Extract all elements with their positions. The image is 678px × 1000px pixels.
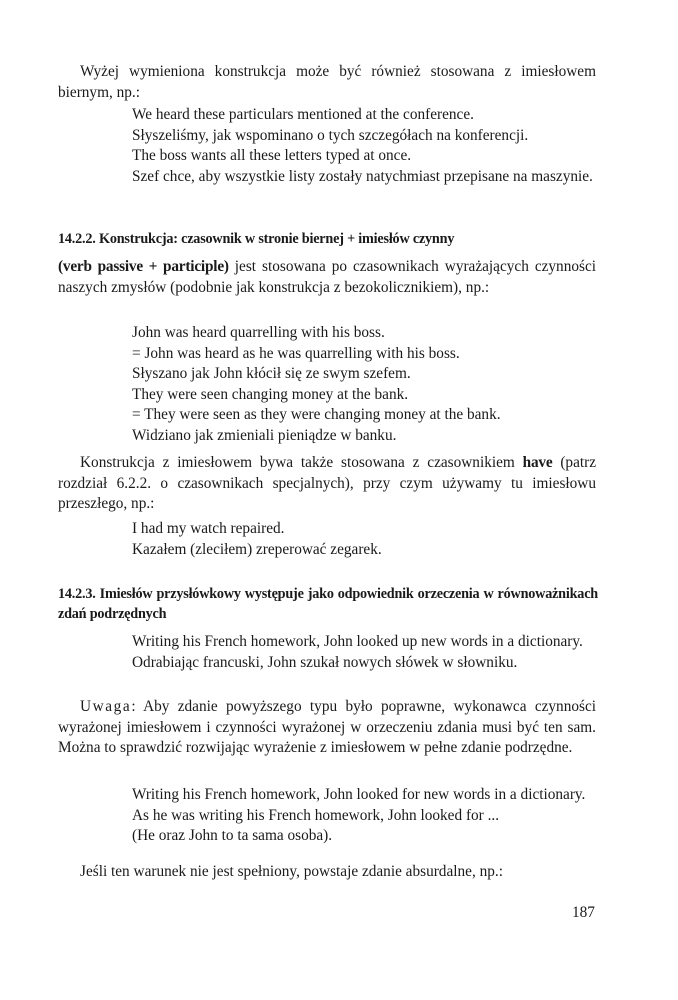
example-block-5 [132,785,597,847]
example-block-2 [132,323,597,446]
example-line: The boss wants all these letters typed at once. [132,147,412,164]
page-number: 187 [572,904,595,921]
example-block-1 [132,105,597,187]
note-label: Uwaga [80,698,132,715]
example-line: As he was writing his French homework, John looked for ... [132,806,500,824]
example-line: Writing his French homework, John looked for new words in a dictionary. [132,786,586,803]
example-line: Kazałem (zleciłem) zreperować zegarek. [132,540,382,558]
note-paragraph [58,697,596,759]
example-line: = They were seen as they were changing money at the bank. [132,406,501,423]
note-text: : Aby zdanie powyższego typu było poprawne, wykonawca czynności wyrażonej imiesłowem i czynności wyrażonej w orzeczeniu zdania musi być ten sam. Można to sprawdzić rozwijając wyrażenie z imiesłowem w pełne zdanie podrzędne. [58,698,596,756]
example-line: = John was heard as he was quarrelling with his boss. [132,344,460,362]
example-line: Szef chce, aby wszystkie listy zostały natychmiast przepisane na maszynie. [132,167,593,185]
example-line: Słyszano jak John kłócił się ze swym szefem. [132,365,411,382]
example-line: Writing his French homework, John looked up new words in a dictionary. [132,633,583,650]
section-heading-14-2-3 [58,584,598,624]
example-line: Słyszeliśmy, jak wspominano o tych szczegółach na konferencji. [132,126,529,144]
example-block-3 [132,519,597,560]
intro-paragraph: Wyżej wymieniona konstrukcja może być również stosowana z imiesłowem biernym, np.: [58,63,596,101]
section-2-text: jest stosowana po czasownikach wyrażających czynności naszych zmysłów (podobnie jak konstrukcja z bezokolicznikiem), np.: [58,258,596,296]
section-heading-14-2-2 [58,229,598,249]
term-bold: (verb passive + participle) [58,258,229,275]
have-text-after: (patrz rozdział 6.2.2. o czasownikach specjalnych), przy czym używamy tu imiesłowu przeszłego, np.: [58,454,596,512]
have-paragraph [58,453,596,515]
example-line: I had my watch repaired. [132,520,285,537]
section-number: 14.2.3. [58,586,96,602]
have-bold: have [522,454,553,471]
example-line: John was heard quarrelling with his boss. [132,324,385,341]
example-block-4 [132,632,597,673]
section-title: Konstrukcja: czasownik w stronie biernej + imiesłów czynny [98,231,455,247]
example-line: They were seen changing money at the bank. [132,385,409,403]
have-text-before: Konstrukcja z imiesłowem bywa także stosowana z czasownikiem [80,454,523,471]
section-2-paragraph [58,257,596,298]
last-paragraph: Jeśli ten warunek nie jest spełniony, powstaje zdanie absurdalne, np.: [80,863,503,880]
example-line: Widziano jak zmieniali pieniądze w banku. [132,426,397,444]
example-line: Odrabiając francuski, John szukał nowych słówek w słowniku. [132,653,518,671]
example-line: We heard these particulars mentioned at the conference. [132,106,474,123]
section-number: 14.2.2. [58,231,96,247]
section-title: Imiesłów przysłówkowy występuje jako odpowiednik orzeczenia w równoważnikach zdań podrzędnych [58,586,598,622]
example-line: (He oraz John to ta sama osoba). [132,827,333,844]
